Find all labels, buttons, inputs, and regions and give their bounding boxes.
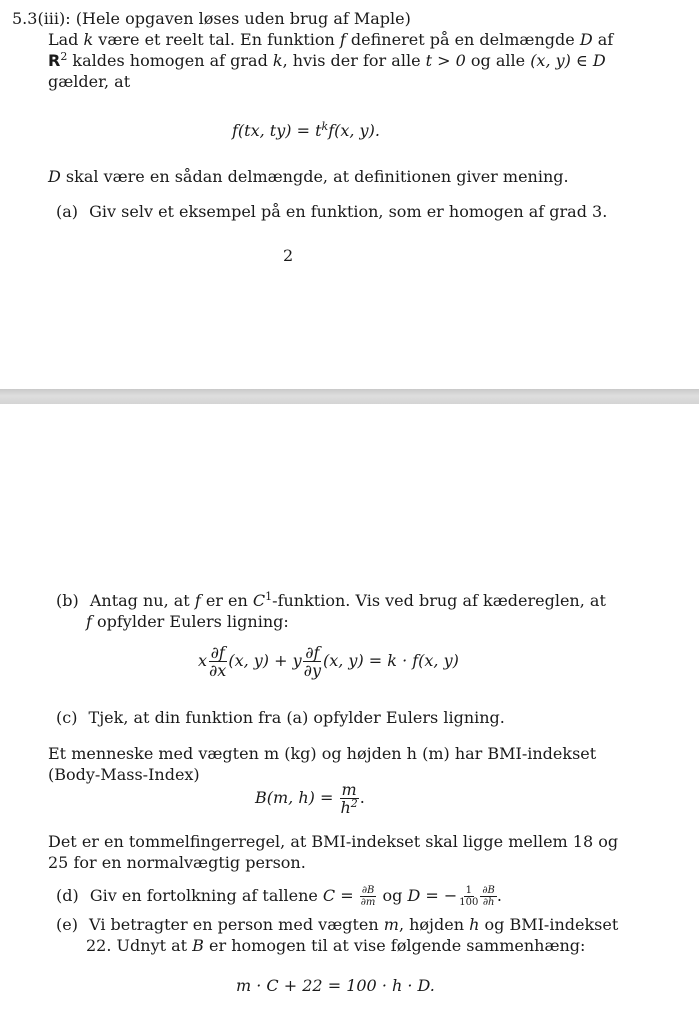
page-number: 2 — [283, 246, 294, 265]
bmi-rule-line-1: Det er en tommelfingerregel, at BMI-indekset skal ligge mellem 18 og — [48, 832, 619, 851]
intro-line-1: Lad k være et reelt tal. En funktion f defineret på en delmængde D af — [48, 30, 614, 49]
bmi-equation: B(m, h) = $\frac{m}{h^2}$ . — [255, 780, 365, 817]
problem-number: 5.3(iii): — [12, 9, 71, 28]
intro-line-2: $R^2$ kaldes homogen af grad k, hvis der for alle t > 0 og alle (x, y) ∈ D — [48, 50, 606, 70]
bmi-line-1: Et menneske med vægten m (kg) og højden h (m) har BMI-indekset — [48, 744, 597, 763]
real-numbers-symbol: R — [48, 51, 61, 70]
bmi-line-2: (Body-Mass-Index) — [48, 765, 200, 784]
part-c-label: (c) — [56, 708, 78, 727]
bmi-rule-line-2: 25 for en normalvægtig person. — [48, 853, 306, 872]
bmi-relation-equation: m · C + 22 = 100 · h · D. — [236, 976, 435, 995]
part-b-label: (b) — [56, 591, 79, 610]
part-b-line-1: (b) Antag nu, at f er en $C^1$-funktion. Vis ved brug af kædereglen, at — [56, 590, 606, 610]
part-c: (c) Tjek, at din funktion fra (a) opfylder Eulers ligning. — [56, 708, 505, 727]
part-e-label: (e) — [56, 915, 78, 934]
part-e-line-2: 22. Udnyt at B er homogen til at vise følgende sammenhæng: — [86, 936, 586, 955]
domain-note: D skal være en sådan delmængde, at definitionen giver mening. — [48, 167, 569, 186]
part-d-label: (d) — [56, 886, 79, 905]
problem-note: (Hele opgaven løses uden brug af Maple) — [75, 9, 411, 28]
page-separator — [0, 389, 699, 404]
homogeneity-equation: f(tx, $ty) = t^kf(x$, y). — [232, 120, 380, 140]
part-a-text: Giv selv et eksempel på en funktion, som er homogen af grad 3. — [89, 202, 608, 221]
part-e-line-1: (e) Vi betragter en person med vægten m, højden h og BMI-indekset — [56, 915, 619, 934]
document-page-1 — [0, 0, 699, 389]
document-page-2 — [0, 404, 699, 1021]
problem-header — [12, 8, 411, 29]
intro-line-3: gælder, at — [48, 72, 131, 91]
euler-equation: x $\frac{\partial f}{\partial x}$ (x, y) + y $\frac{\partial f}{\partial y}$ (x, y) = k · f(x, y) — [198, 643, 459, 680]
part-b-line-2: f opfylder Eulers ligning: — [86, 612, 289, 631]
part-a — [56, 201, 607, 222]
part-d: (d) Giv en fortolkning af tallene C = $\frac{\partial B}{\partial m}$ og D = − $\frac{1}{100}$ $\frac{\partial B}{\partial h}$ . — [56, 885, 502, 908]
part-a-label: (a) — [56, 202, 79, 221]
